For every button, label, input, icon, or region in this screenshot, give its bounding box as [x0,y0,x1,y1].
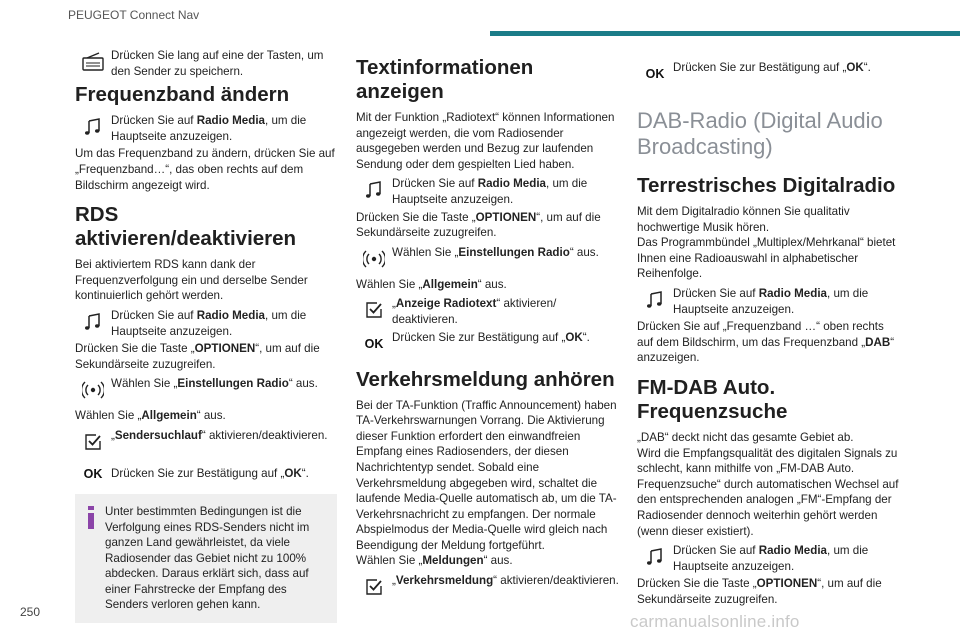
para-bold: DAB [865,335,891,349]
paragraph [356,210,620,241]
para-bold: Meldungen [422,554,484,568]
step-text-bold: Radio Media [477,177,547,191]
step-text-pre: „ [392,574,396,588]
step-text-post: “ aktivieren/ deaktivieren. [392,297,557,326]
paragraph [637,319,901,366]
step-radio-media [75,113,337,144]
paragraph: Bei aktiviertem RDS kann dank der Frequenzverfolgung ein und derselbe Sender kontinuierlich gehört werden. [75,258,308,303]
step-text-bold: Sendersuchlauf [114,428,202,442]
checkbox-icon [356,298,392,322]
heading-traffic: Verkehrsmeldung anhören [356,367,615,391]
step-text-post: “ aus. [569,245,599,259]
step-text-pre: Drücken Sie auf [673,544,759,558]
step-text-post: , um die Hauptseite anzuzeigen. [392,177,588,206]
para-bold: OPTIONEN [194,342,256,356]
music-note-icon [637,288,673,312]
step-text-pre: Wählen Sie „ [392,245,459,259]
step-radio-media [356,176,620,207]
header-title: PEUGEOT Connect Nav [68,8,200,22]
para-pre: Drücken Sie auf „Frequenzband …“ oben rechts auf dem Bildschirm, um das Frequenzband „ [637,320,884,349]
watermark: carmanualsonline.info [630,612,800,631]
para-pre: Wählen Sie „ [356,277,423,291]
para-bold: Allgemein [141,409,197,423]
step-text-bold: Anzeige Radiotext [395,297,497,311]
paragraph [637,576,901,607]
paragraph: Bei der TA-Funktion (Traffic Announcement) haben TA-Verkehrswarnungen Vorrang. Die Aktivierung dieser Funktion erfordert den einwandfreien Empfang eines Radiosenders, der diesen Nachrichtentyp sendet. Sobald eine Verkehrsmeldung abgegeben wird, schaltet die laufende Media-Quelle automatisch ab, um die TA-Verkehrsnachricht zu empfangen. Der normale Abspielmodus der Media-Quelle wird gleich nach Beendigung der Meldung fortgeführt. [356,398,617,552]
step-text: Drücken Sie lang auf eine der Tasten, um den Sender zu speichern. [111,49,324,78]
radio-settings-icon [75,378,111,402]
paragraph [356,277,620,293]
paragraph: Mit der Funktion „Radiotext“ können Informationen angezeigt werden, die vom Radiosender ausgegeben werden und Bezug zur laufenden Sendung oder dem gespielten Lied haben. [356,111,615,171]
heading-text-info: Textinformationen anzeigen [356,56,534,103]
step-text-post: , um die Hauptseite anzuzeigen. [111,114,307,143]
step-checkbox [356,296,620,327]
step-radio-media [75,308,337,339]
para-post: “ aus. [196,409,226,423]
step-text-pre: Drücken Sie auf [673,286,759,300]
step-text-post: , um die Hauptseite anzuzeigen. [673,544,869,573]
step-radio-media [637,286,901,317]
step-radio-media [637,543,901,574]
step-text-pre: Drücken Sie auf [392,177,478,191]
info-icon [85,504,99,613]
para-pre: Wählen Sie „ [75,409,142,423]
music-note-icon [637,545,673,569]
paragraph: „DAB“ deckt nicht das gesamte Gebiet ab. Wird die Empfangsqualität des digitalen Signals zu schlecht, kann mithilfe von „FM-DAB Auto. Frequenzsuche“ durch automatischen Wechsel auf den entsprechenden analogen „FM“-Empfang der Radiosender dennoch weiterhin gehört werden (wenn dieser existiert). [637,430,899,538]
para-bold: OPTIONEN [475,210,537,224]
para-post: “, um auf die Sekundärseite zuzugreifen. [637,577,882,606]
step-text-bold: Einstellungen Radio [458,245,570,259]
column-3 [637,60,901,611]
music-note-icon [356,178,392,202]
para-post: “, um auf die Sekundärseite zuzugreifen. [356,210,601,240]
step-text-pre: Drücken Sie zur Bestätigung auf „ [392,330,566,344]
heading-terrestrial: Terrestrisches Digitalradio [637,174,896,197]
checkbox-icon [356,575,392,599]
step-confirm [637,60,901,86]
para-pre: Drücken Sie die Taste „ [356,210,476,224]
step-text-bold: OK [284,466,302,480]
para-pre: Wählen Sie „ [356,554,423,568]
ok-icon: OK [364,336,384,351]
header-accent-bar [490,31,960,36]
step-text-post: “ aktivieren/deaktivieren. [493,574,619,588]
column-1 [75,48,337,623]
step-text-pre: „ [392,297,396,311]
step-text-bold: Einstellungen Radio [177,377,289,391]
step-confirm [75,460,337,486]
step-text-bold: OK [565,330,583,344]
step-checkbox [356,573,620,599]
step-text-bold: Radio Media [196,308,266,322]
heading-frequency-band: Frequenzband ändern [75,83,290,107]
radio-settings-icon [356,247,392,271]
step-text-bold: Radio Media [196,114,266,128]
page-number: 250 [20,605,41,619]
para-pre: Drücken Sie die Taste „ [75,342,195,356]
step-text-post: “. [301,466,309,480]
step-checkbox [75,428,337,454]
step-text-pre: „ [111,428,115,442]
music-note-icon [75,310,111,334]
para-pre: Drücken Sie die Taste „ [637,577,757,591]
step-text-pre: Drücken Sie zur Bestätigung auf „ [673,61,847,74]
para-post: “ aus. [477,277,507,291]
para-post: “ aus. [483,554,513,568]
info-box [75,494,337,623]
step-text-bold: Verkehrsmeldung [395,574,494,588]
heading-dab-radio: DAB-Radio (Digital Audio Broadcasting) [637,108,883,159]
para-bold: OPTIONEN [756,577,818,591]
step-text-post: “ aus. [288,377,318,391]
heading-fm-dab: FM-DAB Auto. Frequenzsuche [637,375,788,423]
paragraph [356,553,620,569]
heading-rds: RDS aktivieren/deaktivieren [75,203,297,251]
para-bold: Allgemein [422,277,478,291]
step-text-bold: OK [846,61,864,74]
step-text-pre: Drücken Sie auf [111,308,197,322]
step-text-post: “ aktivieren/deaktivieren. [201,428,328,442]
paragraph: Mit dem Digitalradio können Sie qualitativ hochwertige Musik hören. Das Programmbündel „Multiplex/Mehrkanal“ bietet Ihnen eine Radioauswahl in alphabetischer Reihenfolge. [637,205,896,281]
step-text-post: “. [582,330,590,344]
paragraph [75,408,337,424]
step-confirm [356,330,620,356]
step-save-station [75,48,337,79]
step-text-bold: Radio Media [758,544,828,558]
step-text-pre: Drücken Sie zur Bestätigung auf „ [111,466,285,480]
para-post: “, um auf die Sekundärseite zuzugreifen. [75,342,320,371]
paragraph: Um das Frequenzband zu ändern, drücken Sie auf „Frequenzband…“, das oben rechts auf dem Bildschirm angezeigt wird. [75,147,335,192]
step-text-post: “. [863,61,871,74]
ok-icon: OK [645,67,665,81]
checkbox-icon [75,430,111,454]
step-text-bold: Radio Media [758,286,828,300]
step-text-pre: Drücken Sie auf [111,114,197,128]
paragraph [75,341,337,372]
para-post: “ anzuzeigen. [637,335,895,365]
music-note-icon [75,115,111,139]
step-radio-settings [75,376,337,402]
info-text: Unter bestimmten Bedingungen ist die Verfolgung eines RDS-Senders nicht im ganzen Land gewährleistet, da viele Radiosender das Gebiet nicht zu 100% abdecken. Daraus erklärt sich, dass auf einer Fahrstrecke der Empfang des Senders verloren gehen kann. [105,504,310,612]
step-radio-settings [356,245,620,271]
column-2 [356,56,620,601]
ok-icon: OK [83,466,103,481]
radio-preset-icon [75,50,111,74]
step-text-pre: Wählen Sie „ [111,377,178,391]
step-text-post: , um die Hauptseite anzuzeigen. [111,308,307,338]
step-text-post: , um die Hauptseite anzuzeigen. [673,286,869,316]
